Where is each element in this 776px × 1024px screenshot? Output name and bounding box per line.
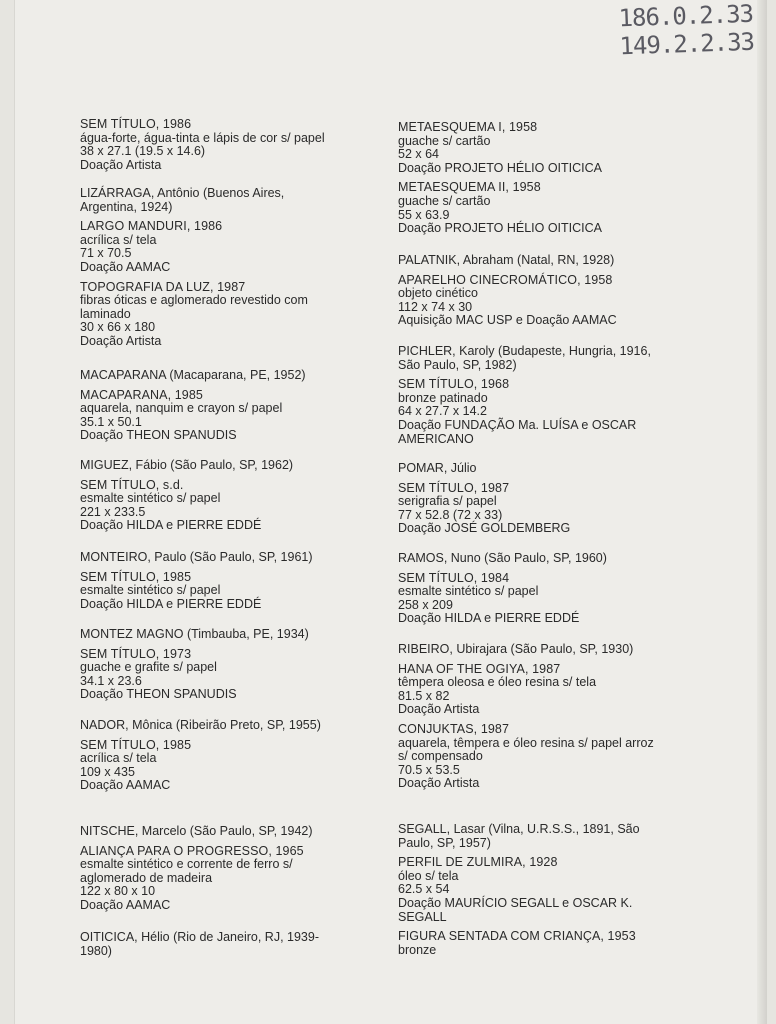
artist-entry (80, 931, 342, 964)
artist-entry (80, 719, 342, 799)
artwork-title: SEM TÍTULO, 1986 (80, 117, 192, 131)
artwork-entry (398, 723, 666, 791)
artist-entry (398, 345, 666, 452)
artwork-credit: Doação AAMAC (80, 259, 171, 274)
artist-name: SEGALL, Lasar (398, 822, 485, 836)
artist-info: (Budapeste, Hungria, 1916, São Paulo, SP, 1982) (398, 344, 651, 372)
artist-heading (80, 551, 342, 565)
artist-info: (Rio de Janeiro, RJ, 1939-1980) (80, 930, 319, 958)
artist-heading (398, 254, 666, 268)
artwork-entry (398, 181, 666, 235)
artist-info: (São Paulo, SP, 1960) (480, 551, 607, 565)
artwork-medium: água-forte, água-tinta e lápis de cor s/ papel (80, 130, 325, 145)
artwork-credit: Doação PROJETO HÉLIO OITICICA (398, 160, 602, 175)
artist-entry (80, 187, 342, 355)
artwork-dimensions: 64 x 27.7 x 14.2 (398, 404, 487, 419)
artwork-dimensions: 34.1 x 23.6 (80, 673, 142, 688)
artwork-medium: guache s/ cartão (398, 193, 491, 208)
artwork-credit: Doação HILDA e PIERRE EDDÉ (80, 518, 262, 533)
artwork-medium: guache e grafite s/ papel (80, 660, 217, 675)
artwork-entry (398, 856, 666, 924)
artwork-title: CONJUKTAS, 1987 (398, 721, 510, 736)
artist-entry (398, 254, 666, 334)
artwork-medium: aquarela, têmpera e óleo resina s/ papel arroz s/ compensado (398, 735, 654, 764)
artwork-medium: serigrafia s/ papel (398, 494, 497, 509)
artwork-entry (398, 572, 666, 626)
artwork-credit: Aquisição MAC USP e Doação AAMAC (398, 313, 617, 328)
artist-name: MONTEZ MAGNO (80, 627, 184, 641)
artwork-title: TOPOGRAFIA DA LUZ, 1987 (80, 279, 246, 294)
artwork-title: METAESQUEMA I, 1958 (398, 120, 538, 134)
artist-info: (Vilna, U.R.S.S., 1891, São Paulo, SP, 1957) (398, 822, 640, 850)
handwritten-accession-marks (618, 0, 754, 60)
artist-info: (Buenos Aires, Argentina, 1924) (80, 186, 285, 214)
artist-heading (398, 345, 666, 372)
artist-name: MONTEIRO, Paulo (80, 550, 187, 564)
artwork-title: APARELHO CINECROMÁTICO, 1958 (398, 272, 613, 287)
artist-name: POMAR, Júlio (398, 461, 477, 475)
artwork-credit: Doação Artista (80, 333, 162, 348)
artwork-title: FIGURA SENTADA COM CRIANÇA, 1953 (398, 929, 636, 944)
artwork-medium: acrílica s/ tela (80, 751, 157, 766)
artist-info: (São Paulo, SP, 1961) (186, 550, 313, 564)
artwork-entry (80, 845, 342, 913)
artwork-entry (398, 378, 666, 446)
artwork-medium: esmalte sintético s/ papel (80, 583, 221, 598)
artwork-dimensions: 122 x 80 x 10 (80, 884, 156, 899)
artist-name: PICHLER, Karoly (398, 344, 495, 358)
artwork-dimensions: 71 x 70.5 (80, 246, 132, 261)
artist-heading (80, 369, 342, 383)
artist-info: (São Paulo, SP, 1930) (507, 642, 634, 656)
artwork-entry (398, 930, 666, 957)
artist-info: (São Paulo, SP, 1962) (166, 458, 294, 472)
artist-heading (80, 628, 342, 642)
artist-name: RIBEIRO, Ubirajara (398, 642, 508, 656)
artist-info: (Timbauba, PE, 1934) (183, 627, 309, 641)
artist-name: OITICICA, Hélio (80, 930, 170, 944)
artwork-title: ALIANÇA PARA O PROGRESSO, 1965 (80, 843, 304, 858)
artist-entry (80, 118, 342, 178)
artwork-title: SEM TÍTULO, 1973 (80, 646, 192, 661)
artwork-title: METAESQUEMA II, 1958 (398, 180, 541, 195)
artwork-dimensions: 38 x 27.1 (19.5 x 14.6) (80, 144, 206, 159)
artist-heading (398, 462, 666, 476)
artist-entry (398, 552, 666, 632)
artwork-entry (398, 663, 666, 717)
artwork-dimensions: 30 x 66 x 180 (80, 320, 156, 335)
artist-entry (398, 823, 666, 963)
artwork-entry (80, 281, 342, 349)
artwork-medium: esmalte sintético s/ papel (398, 584, 539, 599)
artist-entry (398, 121, 666, 242)
artwork-title: HANA OF THE OGIYA, 1987 (398, 661, 561, 676)
artist-heading (398, 643, 666, 657)
artwork-entry (80, 739, 342, 793)
artist-name: LIZÁRRAGA, Antônio (80, 186, 200, 200)
artwork-dimensions: 258 x 209 (398, 597, 453, 612)
artwork-title: SEM TÍTULO, 1987 (398, 480, 510, 495)
artist-name: PALATNIK, Abraham (398, 253, 514, 267)
artist-heading (80, 719, 342, 733)
artwork-entry (80, 479, 342, 533)
artwork-credit: Doação FUNDAÇÃO Ma. LUÍSA e OSCAR AMERICANO (398, 417, 637, 446)
artist-name: MACAPARANA (80, 368, 166, 382)
artwork-title: SEM TÍTULO, 1985 (80, 569, 192, 584)
artwork-dimensions: 52 x 64 (398, 147, 440, 162)
artwork-dimensions: 81.5 x 82 (398, 688, 450, 703)
artwork-credit: Doação Artista (80, 157, 162, 172)
artist-entry (398, 643, 666, 797)
artwork-title: LARGO MANDURI, 1986 (80, 219, 223, 234)
artwork-dimensions: 112 x 74 x 30 (398, 299, 473, 314)
artwork-entry (80, 571, 342, 612)
artwork-entry (80, 389, 342, 443)
artist-entry (80, 628, 342, 708)
artwork-credit: Doação THEON SPANUDIS (80, 687, 237, 702)
artwork-medium: aquarela, nanquim e crayon s/ papel (80, 401, 283, 416)
artwork-dimensions: 70.5 x 53.5 (398, 762, 460, 777)
artwork-entry (80, 648, 342, 702)
artwork-dimensions: 109 x 435 (80, 764, 135, 779)
artwork-dimensions: 35.1 x 50.1 (80, 414, 142, 429)
artwork-title: MACAPARANA, 1985 (80, 387, 203, 402)
accession-mark: 186.0.2.33 (617, 0, 753, 33)
artwork-medium: têmpera oleosa e óleo resina s/ tela (398, 675, 597, 690)
artist-entry (80, 551, 342, 617)
artwork-title: SEM TÍTULO, s.d. (80, 477, 184, 492)
artwork-entry (398, 482, 666, 536)
artwork-credit: Doação HILDA e PIERRE EDDÉ (80, 596, 262, 611)
artwork-entry (80, 220, 342, 274)
artwork-credit: Doação Artista (398, 702, 480, 717)
artwork-credit: Doação AAMAC (80, 897, 171, 912)
artwork-title: PERFIL DE ZULMIRA, 1928 (398, 855, 558, 870)
artwork-dimensions: 55 x 63.9 (398, 207, 450, 222)
artist-name: RAMOS, Nuno (398, 551, 481, 565)
artist-name: NITSCHE, Marcelo (80, 824, 187, 838)
artist-heading (398, 552, 666, 566)
artwork-medium: objeto cinético (398, 286, 478, 301)
artwork-credit: Doação PROJETO HÉLIO OITICICA (398, 221, 602, 236)
artwork-medium: bronze patinado (398, 390, 488, 405)
artist-name: NADOR, Mônica (80, 718, 173, 732)
artwork-credit: Doação AAMAC (80, 778, 171, 793)
artwork-credit: Doação Artista (398, 776, 480, 791)
artwork-medium: acrílica s/ tela (80, 232, 157, 247)
artwork-dimensions: 62.5 x 54 (398, 882, 450, 897)
artwork-medium: esmalte sintético e corrente de ferro s/ aglomerado de madeira (80, 857, 293, 885)
artwork-title: SEM TÍTULO, 1968 (398, 377, 510, 392)
artwork-title: SEM TÍTULO, 1985 (80, 737, 192, 752)
artist-heading (398, 823, 666, 850)
artist-info: (Macaparana, PE, 1952) (165, 368, 306, 382)
accession-mark: 149.2.2.33 (618, 27, 754, 61)
page-edge-shadow (757, 0, 767, 1024)
artwork-credit: Doação JOSÉ GOLDEMBERG (398, 521, 571, 536)
artist-heading (80, 825, 342, 839)
artwork-medium: esmalte sintético s/ papel (80, 491, 221, 506)
artist-name: MIGUEZ, Fábio (80, 458, 167, 472)
artist-entry (80, 825, 342, 919)
artwork-credit: Doação MAURÍCIO SEGALL e OSCAR K. SEGALL (398, 895, 633, 924)
artist-info: (Natal, RN, 1928) (513, 253, 615, 267)
artist-heading (80, 187, 342, 214)
artwork-title: SEM TÍTULO, 1984 (398, 570, 510, 585)
artist-entry (80, 459, 342, 539)
artist-heading (80, 459, 342, 473)
artist-entry (398, 462, 666, 542)
artwork-entry (398, 274, 666, 328)
artwork-credit: Doação HILDA e PIERRE EDDÉ (398, 611, 580, 626)
artwork-entry (80, 118, 342, 172)
artwork-medium: bronze (398, 942, 437, 957)
artwork-medium: fibras óticas e aglomerado revestido com laminado (80, 293, 308, 321)
artwork-dimensions: 221 x 233.5 (80, 504, 146, 519)
artwork-medium: óleo s/ tela (398, 868, 459, 883)
artist-info: (Ribeirão Preto, SP, 1955) (172, 718, 321, 732)
artwork-credit: Doação THEON SPANUDIS (80, 428, 237, 443)
artist-heading (80, 931, 342, 958)
artwork-medium: guache s/ cartão (398, 133, 491, 148)
artist-info: (São Paulo, SP, 1942) (186, 824, 313, 838)
artist-entry (80, 369, 342, 449)
artwork-dimensions: 77 x 52.8 (72 x 33) (398, 507, 503, 522)
artwork-entry (398, 121, 666, 175)
